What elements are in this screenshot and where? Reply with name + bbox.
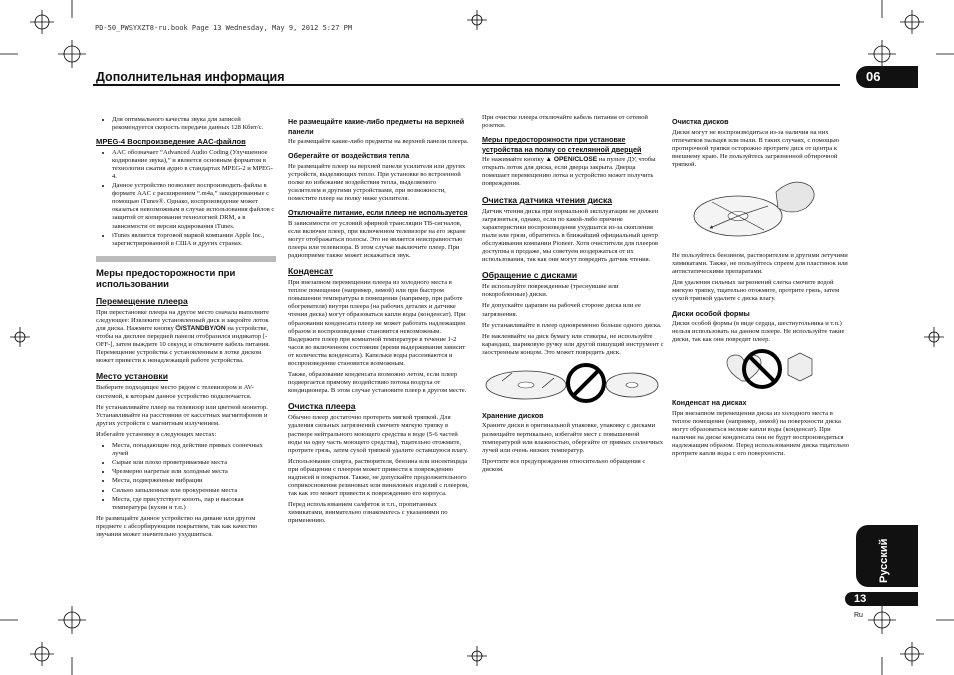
list-item: • Сильно запыленные или прокуренные места	[112, 487, 276, 495]
power-paragraph: В зависимости от условий эфирной трансляции ТВ-сигналов, если включен плеер, при включенном телевизоре на его экране могут отображаться полосы. Это не является неисправностью плеера или телевизора. В этом случае выключите плеер. При радиоприеме также может искажаться звук.	[288, 219, 466, 259]
aac-list	[96, 149, 276, 248]
shaped-disc-prohibited-illustration	[672, 347, 848, 393]
list-item: • iTunes является торговой маркой компании Apple Inc., зарегистрированной в США и других странах.	[112, 232, 276, 248]
precautions-heading: Меры предосторожности при использовании	[96, 267, 236, 290]
storage-paragraph-1: Храните диски в оригинальной упаковке, упаковку с дисками размещайте вертикально, избегайте мест с повышенной температурой или влажностью, обергайте от прямых солнечных лучей или очень низких температур.	[482, 422, 664, 454]
no-objects-heading: Не размещайте какие-либо предметы на верхней панели	[288, 117, 465, 136]
placement-paragraph-4: Не размещайте данное устройство на диване или другом предмете с абсорбирующим покрытием, так как качество звучания может значительно ухудшиться.	[96, 514, 258, 538]
list-item: • AAC обозначает “Advanced Audio Coding (Улучшенное кодирование звука),” и является основным форматом в технологии сжатия аудио в стандартах MPEG-2 и MPEG-4.	[112, 149, 276, 181]
header-rule	[93, 84, 840, 86]
heat-paragraph: Не размещайте плеер на верхней панели усилителя или других устройств, выделяющих тепло. При установке во встроенной полке во избежание воздействия тепла, выделяемого усилителем и другими устройствами, при возможности, поместите плеер на полку ниже усилителя.	[288, 162, 466, 202]
column-2	[288, 112, 470, 529]
page-header-title: Дополнительная информация	[96, 70, 285, 84]
disc-cleaning-heading: Очистка дисков	[672, 117, 729, 126]
column-1	[96, 116, 276, 542]
power-heading: Отключайте питание, если плеер не используется	[288, 208, 468, 218]
cable-paragraph: При очистке плеера отключайте кабель питания от сетевой розетки.	[482, 114, 648, 130]
storage-paragraph-2: Прочтите все предупреждения относительно обращения с диском.	[482, 457, 646, 473]
column-3	[482, 114, 664, 477]
page-number: 13	[845, 592, 918, 606]
disc-condensation-heading: Конденсат на дисках	[672, 398, 747, 408]
disc-handling-heading: Обращение с дисками	[482, 270, 578, 281]
disc-storage-heading: Хранение дисков	[482, 410, 544, 420]
condensation-paragraph-2: Также, образование конденсата возможно летом, если плеер подвергается прямому воздействию потока воздуха от кондиционера. В этом случае установите плеер в другом месте.	[288, 371, 467, 395]
lens-cleaning-paragraph: Датчик чтения диска при нормальной эксплуатации не должен загрязняться, однако, если по какой-либо причине характеристики воспроизведения ухудшатся из-за скопления пыли или грязи, обратитесь в ближайший официальный центр обслуживания компании Pioneer. Хотя очистители для плееров доступны в продаже, мы советуем воздержаться от их использования, так как они могут повредить датчик чтения.	[482, 207, 659, 264]
cleaning-paragraph-3: Перед использованием салфеток и т.п., пропитанных химикатами, внимательно ознакомьтесь с указаниями по применению.	[288, 501, 448, 525]
disc-damage-illustration	[482, 360, 662, 406]
glass-door-heading: Меры предосторожности при установке устройства на полку со стеклянной дверцей	[482, 135, 642, 154]
list-item: • Места, попадающие под действие прямых солнечных лучей	[112, 442, 276, 458]
column-4	[672, 112, 850, 461]
disc-cleaning-paragraph-2: Не пользуйтесь бензином, растворителем и другими летучими химикатами. Также, не пользуйтесь спреем для пластинок или антистатическими препаратами.	[672, 251, 848, 276]
language-side-tab-label: Русский	[878, 538, 890, 583]
no-objects-paragraph: Не размещайте какие-либо предметы на верхней панели плеера.	[288, 138, 469, 145]
standby-key: ⏻/STANDBY/ON	[175, 325, 226, 332]
section-divider-bar	[96, 256, 276, 262]
disc-cleaning-paragraph-1: Диски могут не воспроизводиться из-за наличия на них отпечатков пальцев или пыли. В таких случаях, с помощью протирочной тряпки осторожно протрите диск от центра к внешнему краю. Не пользуйтесь загрязненной обтирочной тряпкой.	[672, 128, 840, 168]
glass-door-paragraph: Не нажимайте кнопку ▲ OPEN/CLOSE на пульте ДУ, чтобы открыть лоток для диска, если дверца закрыта. Дверца помешает перемещению лотка и устройство может получить повреждения.	[482, 156, 656, 188]
print-info-line: PD-50_PWSYXZT8-ru.book Page 13 Wednesday, May 9, 2012 5:27 PM	[95, 24, 353, 32]
handling-paragraph-2: Не допускайте царапин на рабочей стороне диска или ее загрязнения.	[482, 302, 641, 318]
disc-wiping-illustration	[672, 172, 848, 248]
cleaning-paragraph-1: Обычно плеер достаточно протереть мягкой тряпкой. Для удаления сильных загрязнений смочите мягкую тряпку в растворе нейтрального моющего средства в воде (5-6 частей воды на одну часть моющего средства), тщательно отожмите, протрите грязь, затем сухой тряпкой удалите оставшуюся влагу.	[288, 414, 469, 454]
condensation-paragraph-1: При внезапном перемещении плеера из холодного места в теплое помещение (например, зимой) или при быстром повышении температуры в помещении (например, при работе обогревателя) внутри плеера (на рабочих деталях и датчике чтения диска) могут образоваться капли воды (конденсат). При образовании конденсата плеер не может работать надлежащим образом и воспроизведение становится невозможным. Выдержите плеер при комнатной температуре в течение 1-2 часов во включенном состоянии (время выдерживания зависит от количества конденсата). Капельки воды рассеиваются и воспроизведение становится возможным.	[288, 279, 466, 367]
cleaning-paragraph-2: Использование спирта, растворителя, бензина или инсектицида при обращении с плеером может привести к повреждению надписей и покрытия. Также, не допускайте продолжительного соприкосновения резиновых или виниловых изделий с плеером, так как это может привести к повреждению его корпуса.	[288, 457, 469, 498]
moving-heading: Перемещение плеера	[96, 295, 188, 306]
handling-paragraph-1: Не используйте поврежденные (треснувшие или покоробленные) диски.	[482, 283, 619, 299]
bitrate-note: • Для оптимального качества звука для записей рекомендуется скорость передачи данных 128 Кбит/с.	[112, 116, 276, 132]
disc-cleaning-paragraph-3: Для удаления сильных загрязнений слегка смочите водой мягкую тряпку, тщательно отожмите, протрите грязь, затем сухой тряпкой удалите с диска влагу.	[672, 279, 840, 303]
placement-heading: Место установки	[96, 371, 168, 382]
aac-heading: MPEG-4 Воспроизведение AAC-файлов	[96, 137, 246, 147]
condensation-heading: Конденсат	[288, 266, 333, 277]
list-item: • Места, подверженные вибрации	[112, 477, 276, 485]
heat-heading: Оберегайте от воздействия тепла	[288, 151, 410, 161]
handling-paragraph-3: Не устанавливайте в плеер одновременно больше одного диска.	[482, 321, 662, 329]
shaped-discs-paragraph: Диски особой формы (в виде сердца, шестиугольника и т.п.) нельзя использовать на данном плеере. Не используйте такие диски, так как они повредят плеер.	[672, 320, 845, 344]
disc-condensation-paragraph: При внезапном перемещении диска из холодного места в теплое помещение (например, зимой) на поверхности диска могут образоваться мелкие капли воды (конденсат). При наличии на диске конденсата они не будут воспроизводиться надлежащим образом. Перед использованием диска тщательно протрите капли воды с его поверхности.	[672, 409, 850, 458]
moving-paragraph: При перестановке плеера на другое место сначала выполните следующее: Извлеките установленный диск и закройте лоток для диска. Нажмите кнопку ⏻/STANDBY/ON на устройстве, чтобы на дисплее передней панели отобразился индикатор [-OFF-], затем выждите 10 секунд и отключите кабель питания. Перемещение устройства с установленным в лотке диском может привести к ненадлежащей работе устройства.	[96, 308, 270, 365]
list-item: • Сырые или плохо проветриваемые места	[112, 459, 276, 467]
shaped-discs-heading: Диски особой формы	[672, 308, 750, 318]
chapter-badge: 06	[856, 66, 918, 88]
list-item: • Места, где присутствует копоть, пар и высокая температура (кухни и т.п.)	[112, 496, 276, 512]
cleaning-heading: Очистка плеера	[288, 401, 356, 412]
lens-cleaning-heading: Очистка датчика чтения диска	[482, 194, 613, 205]
page-language: Ru	[854, 612, 863, 619]
open-close-key: ▲ OPEN/CLOSE	[545, 156, 598, 164]
list-item: • Чрезмерно нагретые или холодные места	[112, 468, 276, 476]
placement-paragraph-2: Не устанавливайте плеер на телевизор или цветной монитор. Устанавливайте на расстоянии от кассетных магнитофонов и других устройств с магнитным излучением.	[96, 403, 268, 427]
placement-paragraph-3: Избегайте установку в следующих местах:	[96, 430, 217, 438]
list-item: • Данное устройство позволяет воспроизводить файлы в формате AAC с расширением “.m4a,” закодированные с помощью iTunes®. Однако, воспроизведение может оказаться невозможным в случае использования файлов с защитой от копирования технологией DRM, а в зависимости от версии кодирования iTunes.	[112, 182, 276, 231]
handling-paragraph-4: Не наклеивайте на диск бумагу или стикеры, не используйте карандаш, шариковую ручку или другой пишущий инструмент с заостренным концом. Это может повредить диск.	[482, 332, 664, 356]
placement-paragraph-1: Выберите подходящее место рядом с телевизором и AV-системой, к которым данное устройство подключается.	[96, 384, 254, 400]
placement-list	[96, 442, 276, 512]
language-side-tab	[856, 525, 918, 587]
